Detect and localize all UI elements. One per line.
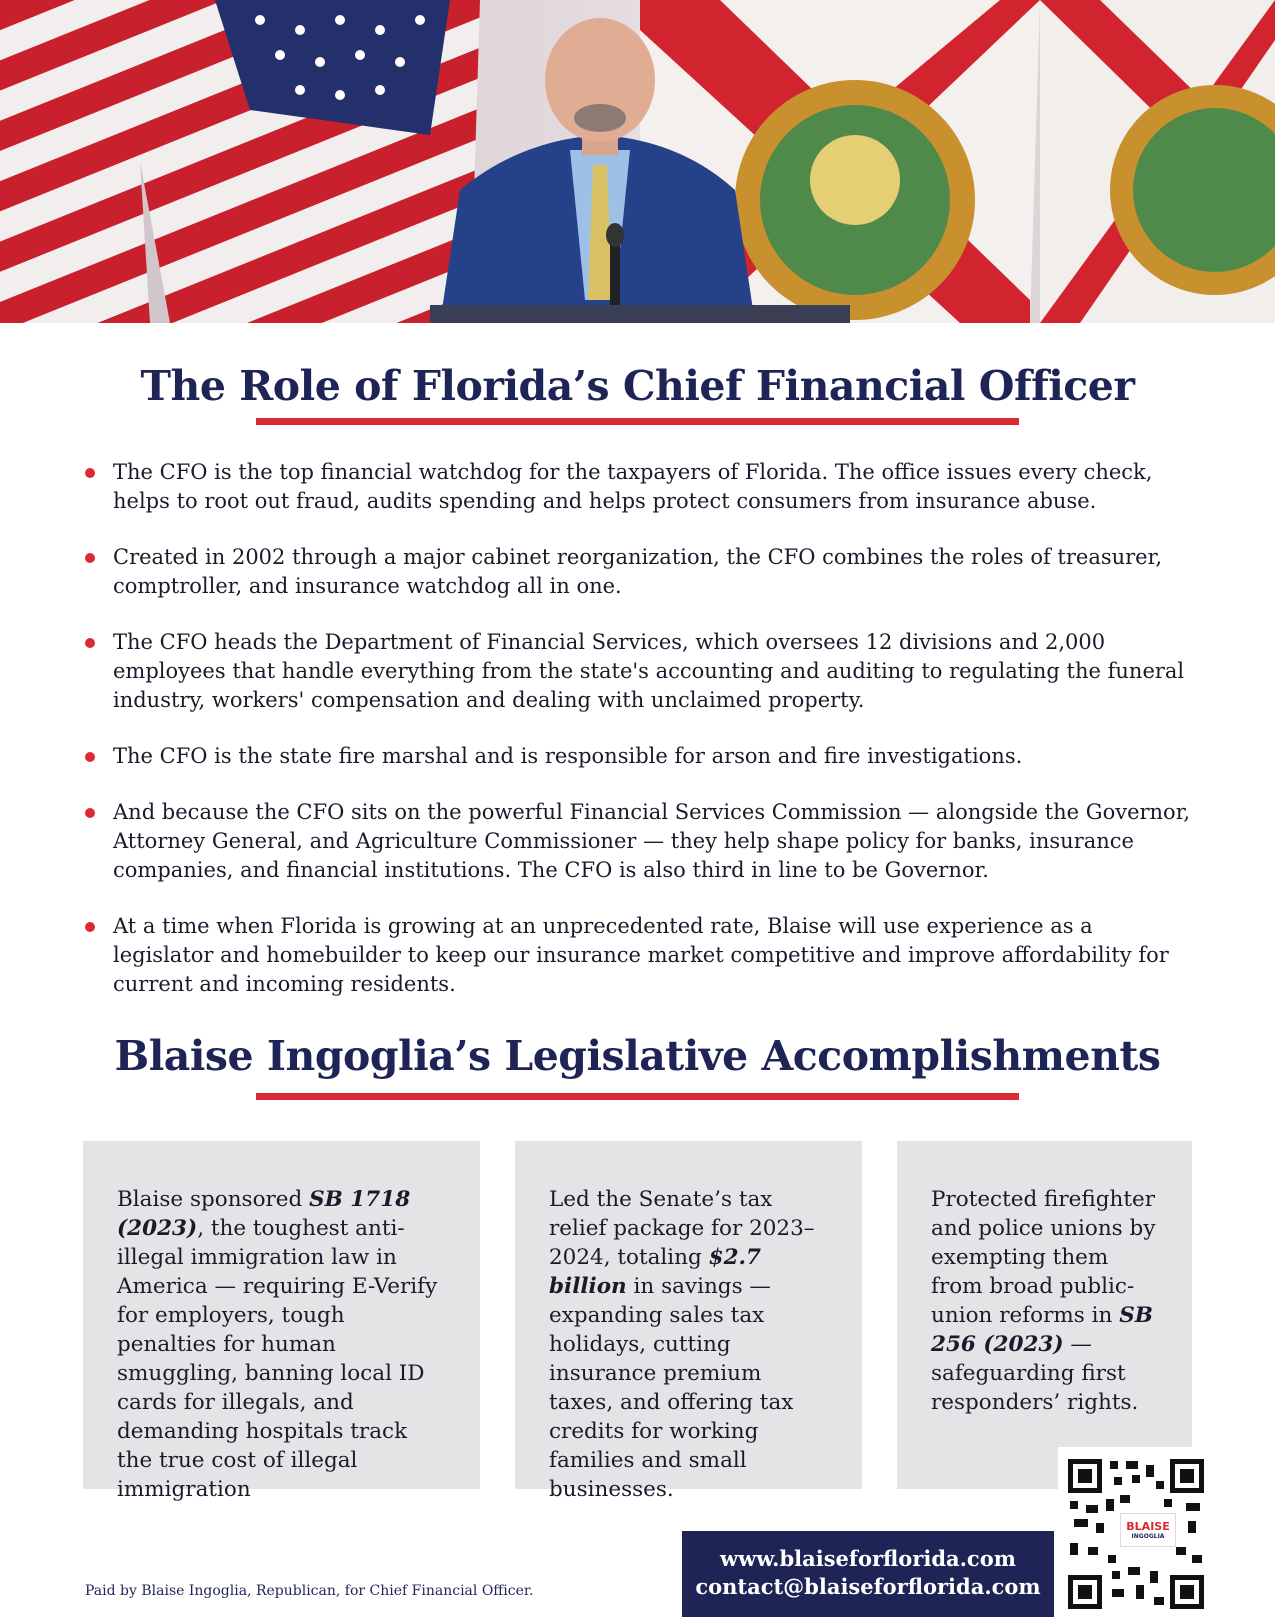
- card-text: Blaise sponsored: [117, 1187, 310, 1212]
- role-title-underline: [256, 418, 1019, 425]
- qr-logo-sub: INGOGLIA: [1131, 1533, 1165, 1540]
- list-item: [84, 912, 1199, 999]
- accomplishment-card-immigration: [83, 1141, 480, 1502]
- hero-illustration: [0, 0, 1275, 323]
- accomplishments-title-underline: [256, 1093, 1019, 1100]
- bullet-text: Created in 2002 through a major cabinet reorganization, the CFO combines the roles of treasurer, comptroller, and insurance watchdog all in one.: [113, 545, 1163, 598]
- card-text: , the toughest anti-illegal immigration law in America — requiring E-Verify for employers, tough penalties for human smuggling, banning local ID cards for illegals, and demanding hospitals track the true cost of illegal immigration: [117, 1216, 438, 1502]
- bullet-text: And because the CFO sits on the powerful Financial Services Commission — alongside the Governor, Attorney General, and Agriculture Commissioner — they help shape policy for banks, insurance companies, and financial institutions. The CFO is also third in line to be Governor.: [113, 800, 1191, 882]
- role-title: The Role of Florida’s Chief Financial Officer: [140, 362, 1135, 410]
- bullet-dot-icon: [85, 638, 95, 648]
- card-text: — safeguarding first responders’ rights.: [931, 1332, 1139, 1415]
- list-item: [84, 628, 1199, 715]
- card-bill-highlight: SB 256 (2023): [931, 1303, 1153, 1357]
- list-item: [84, 742, 1199, 771]
- list-item: [84, 798, 1199, 885]
- bullet-dot-icon: [85, 752, 95, 762]
- card-text: Protected firefighter and police unions by exempting them from broad public-union reforms in: [931, 1187, 1156, 1328]
- qr-code[interactable]: [1058, 1447, 1214, 1617]
- email-link[interactable]: contact@blaiseforflorida.com: [695, 1574, 1041, 1599]
- card-amount-highlight: $2.7 billion: [549, 1245, 761, 1299]
- list-item: [84, 543, 1199, 601]
- bullet-text: At a time when Florida is growing at an unprecedented rate, Blaise will use experience as a legislator and homebuilder to keep our insurance market competitive and improve affordability for current and incoming residents.: [113, 914, 1169, 996]
- list-item: [84, 458, 1199, 516]
- accomplishment-card-unions: [897, 1141, 1192, 1489]
- card-text: in savings — expanding sales tax holidays, cutting insurance premium taxes, and offering tax credits for working families and small businesses.: [549, 1274, 794, 1502]
- bullet-dot-icon: [85, 922, 95, 932]
- contact-box: [682, 1531, 1054, 1617]
- accomplishments-title: Blaise Ingoglia’s Legislative Accomplishments: [114, 1032, 1161, 1080]
- bullet-dot-icon: [85, 808, 95, 818]
- accomplishment-card-tax-relief: [515, 1141, 862, 1502]
- bullet-text: The CFO is the top financial watchdog for the taxpayers of Florida. The office issues every check, helps to root out fraud, audits spending and helps protect consumers from insurance abuse.: [113, 460, 1153, 513]
- website-link[interactable]: www.blaiseforflorida.com: [720, 1546, 1016, 1571]
- bullet-dot-icon: [85, 553, 95, 563]
- bullet-text: The CFO heads the Department of Financial Services, which oversees 12 divisions and 2,000 employees that handle everything from the state's accounting and auditing to regulating the funeral industry, workers' compensation and dealing with unclaimed property.: [113, 630, 1185, 712]
- bullet-dot-icon: [85, 468, 95, 478]
- card-text: Led the Senate’s tax relief package for 2023–2024, totaling: [549, 1187, 815, 1270]
- paid-for-disclaimer: Paid by Blaise Ingoglia, Republican, for Chief Financial Officer.: [85, 1583, 534, 1599]
- role-bullet-list: [84, 458, 1199, 1026]
- qr-logo-badge: [1120, 1513, 1176, 1547]
- hero-photo: [0, 0, 1275, 323]
- bullet-text: The CFO is the state fire marshal and is responsible for arson and fire investigations.: [113, 744, 1023, 768]
- qr-logo-name: BLAISE: [1126, 1520, 1170, 1533]
- card-bill-highlight: SB 1718 (2023): [117, 1187, 411, 1241]
